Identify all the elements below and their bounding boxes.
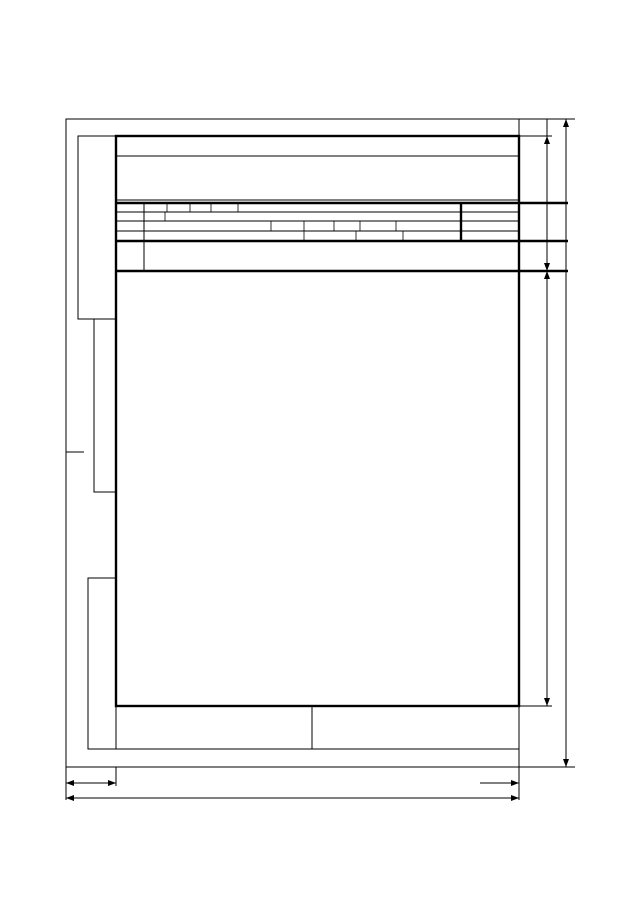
left-strip-top <box>78 136 116 319</box>
bottom-dimensions <box>66 767 519 801</box>
header-field-rows <box>116 203 568 271</box>
left-strip-bottom <box>88 578 116 749</box>
sheet-frame <box>66 119 519 767</box>
left-strip-middle <box>94 319 116 492</box>
right-dimensions <box>519 119 575 767</box>
